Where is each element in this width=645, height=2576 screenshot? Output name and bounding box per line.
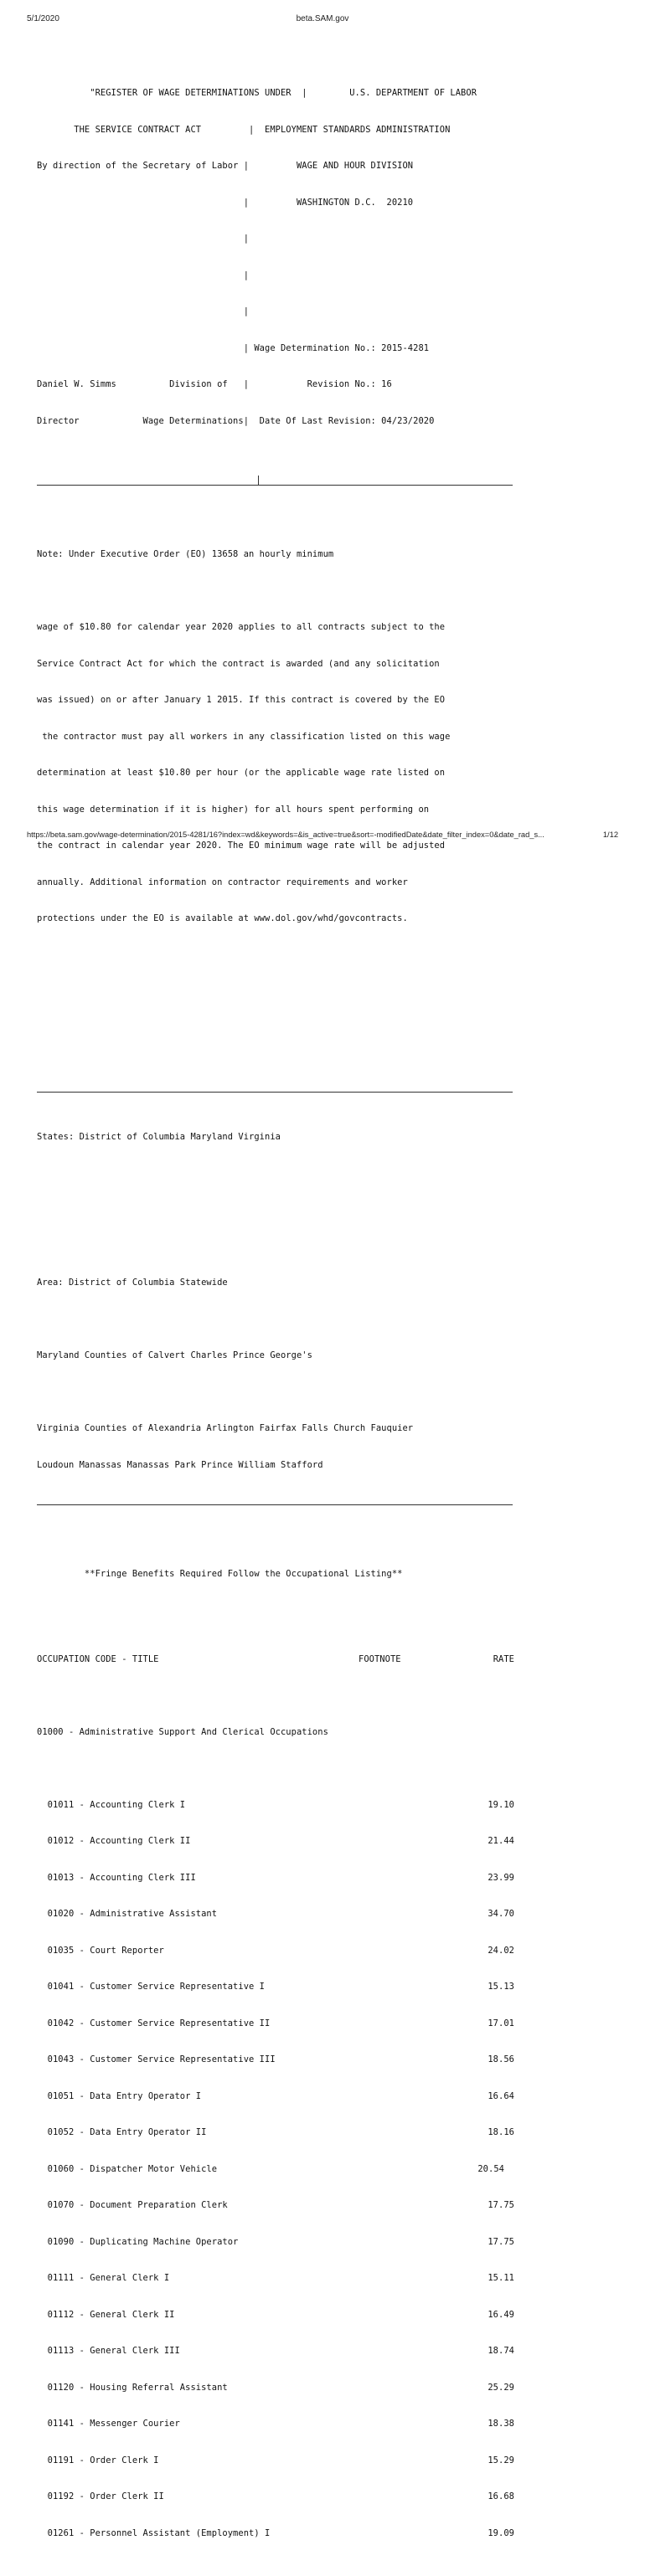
occupation-rate: 18.38 [488,2419,514,2429]
occupation-row [37,2455,514,2467]
occupation-title: 01191 - Order Clerk I [37,2455,159,2465]
occupation-title: 01052 - Data Entry Operator II [37,2127,207,2137]
register-header [37,63,514,451]
wage-determination-number: | Wage Determination No.: 2015-4281 [37,342,430,353]
occupation-title: 01035 - Court Reporter [37,1945,164,1956]
header-line: THE SERVICE CONTRACT ACT | EMPLOYMENT STANDARDS ADMINISTRATION [37,124,451,135]
occupation-row [37,2491,514,2503]
occupation-rate: 25.29 [488,2382,514,2393]
occupation-table-header [37,1653,514,1666]
eo-minimum-wage-note [37,524,514,949]
occupation-rate: 18.74 [488,2346,514,2356]
note-line: the contractor must pay all workers in any classification listed on this wage [37,731,451,742]
wage-determination-document [37,39,514,2576]
occupation-rate: 15.29 [488,2455,514,2465]
states-line: States: District of Columbia Maryland Virginia [37,1132,281,1142]
occupation-row [37,2126,514,2139]
section-divider [37,1082,514,1095]
occupation-rate: 15.11 [488,2273,514,2283]
occupation-row [37,2054,514,2066]
occupation-row [37,2236,514,2249]
occupation-rate: 16.68 [488,2491,514,2501]
occupation-rate: 19.10 [488,1799,514,1810]
page-number: 1/12 [602,830,618,839]
occupation-row [37,2418,514,2430]
column-footnote: FOOTNOTE [359,1653,401,1664]
occupation-row [37,2345,514,2357]
revision-number: Daniel W. Simms Division of | Revision No.: 16 [37,379,392,389]
occupation-row [37,1872,514,1884]
note-line: annually. Additional information on contractor requirements and worker [37,877,408,887]
occupation-title: 01113 - General Clerk III [37,2346,180,2356]
occupation-rate: 20.54 [477,2163,504,2174]
occupation-rate: 23.99 [488,1872,514,1883]
fringe-benefits-note: **Fringe Benefits Required Follow the Occupational Listing** [37,1569,403,1579]
note-line: determination at least $10.80 per hour (or the applicable wage rate listed on [37,768,446,778]
last-revision-date: Director Wage Determinations| Date Of Last Revision: 04/23/2020 [37,415,435,426]
occupation-row [37,1981,514,1993]
occupation-rate: 18.56 [488,2054,514,2064]
occupation-title: 01261 - Personnel Assistant (Employment) I [37,2527,271,2538]
occupation-title: 01090 - Duplicating Machine Operator [37,2236,239,2247]
occupation-row [37,1945,514,1957]
occupation-title: 01043 - Customer Service Representative III [37,2054,276,2064]
occupation-rate: 19.09 [488,2527,514,2538]
occupation-row [37,2527,514,2540]
occupation-row [37,2018,514,2030]
note-line: wage of $10.80 for calendar year 2020 applies to all contracts subject to the [37,622,446,632]
occupation-title: 01041 - Customer Service Representative I [37,1982,266,1992]
column-title: OCCUPATION CODE - TITLE [37,1653,159,1664]
occupation-rate: 21.44 [488,1836,514,1846]
section-divider [37,1495,514,1508]
occupation-title: 01042 - Customer Service Representative II [37,2018,271,2028]
occupation-rate: 16.64 [488,2090,514,2101]
occupation-title: 01020 - Administrative Assistant [37,1909,218,1919]
header-line: | WASHINGTON D.C. 20210 [37,197,414,208]
occupation-rate: 17.01 [488,2018,514,2028]
virginia-counties-line: Virginia Counties of Alexandria Arlington Fairfax Falls Church Fauquier [37,1423,414,1433]
occupation-row [37,1835,514,1848]
occupation-title: 01060 - Dispatcher Motor Vehicle [37,2163,218,2174]
print-footer [27,830,618,842]
maryland-counties-line: Maryland Counties of Calvert Charles Prince George's [37,1350,312,1360]
header-line: | [37,306,250,316]
occupation-title: 01141 - Messenger Courier [37,2419,180,2429]
occupation-row [37,2382,514,2394]
occupation-title: 01112 - General Clerk II [37,2309,175,2320]
occupation-title: 01111 - General Clerk I [37,2273,170,2283]
occupation-rate: 15.13 [488,1982,514,1992]
column-rate: RATE [493,1653,514,1664]
note-line [37,585,514,598]
header-line: | [37,270,250,280]
occupation-title: 01051 - Data Entry Operator I [37,2090,202,2101]
area-line: Area: District of Columbia Statewide [37,1278,228,1288]
header-line: By direction of the Secretary of Labor | WAGE AND HOUR DIVISION [37,161,414,171]
occupation-title: 01013 - Accounting Clerk III [37,1872,196,1883]
header-line: "REGISTER OF WAGE DETERMINATIONS UNDER | U.S. DEPARTMENT OF LABOR [37,88,477,98]
header-divider [37,476,514,488]
occupation-rate: 18.16 [488,2127,514,2137]
occupation-rate: 24.02 [488,1945,514,1956]
occupation-row [37,2199,514,2212]
page-url: https://beta.sam.gov/wage-determination/2015-4281/16?index=wd&keywords=&is_active=true&sort=-modifiedDate&date_filter_index=0&date_rad_s... [27,830,544,839]
print-site-title: beta.SAM.gov [296,14,349,23]
note-line: was issued) on or after January 1 2015. If this contract is covered by the EO [37,695,446,705]
note-line: Service Contract Act for which the contract is awarded (and any solicitation [37,658,440,669]
occupation-title: 01011 - Accounting Clerk I [37,1799,186,1810]
print-header [27,14,618,26]
occupation-rate: 17.75 [488,2236,514,2247]
occupation-list [37,1775,514,2564]
header-line: | [37,234,250,244]
note-line: Note: Under Executive Order (EO) 13658 an hourly minimum [37,549,334,559]
occupation-row [37,2309,514,2321]
occupation-rate: 17.75 [488,2200,514,2210]
occupation-title: 01120 - Housing Referral Assistant [37,2382,228,2393]
note-line: protections under the EO is available at www.dol.gov/whd/govcontracts. [37,913,408,923]
occupation-rate: 34.70 [488,1909,514,1919]
occupation-title: 01012 - Accounting Clerk II [37,1836,191,1846]
occupation-rate: 16.49 [488,2309,514,2320]
occupation-row [37,1908,514,1920]
occupation-row [37,2090,514,2103]
note-line: the contract in calendar year 2020. The EO minimum wage rate will be adjusted [37,841,446,851]
note-line: this wage determination if it is higher) for all hours spent performing on [37,804,430,815]
occupation-title: 01192 - Order Clerk II [37,2491,164,2501]
occupation-row [37,2163,514,2176]
virginia-counties-line: Loudoun Manassas Manassas Park Prince William Stafford [37,1459,323,1470]
occupation-title: 01070 - Document Preparation Clerk [37,2200,228,2210]
print-date: 5/1/2020 [27,14,59,23]
occupation-row [37,2272,514,2285]
occupation-row [37,1799,514,1812]
occupation-group-title: 01000 - Administrative Support And Clerical Occupations [37,1726,328,1737]
